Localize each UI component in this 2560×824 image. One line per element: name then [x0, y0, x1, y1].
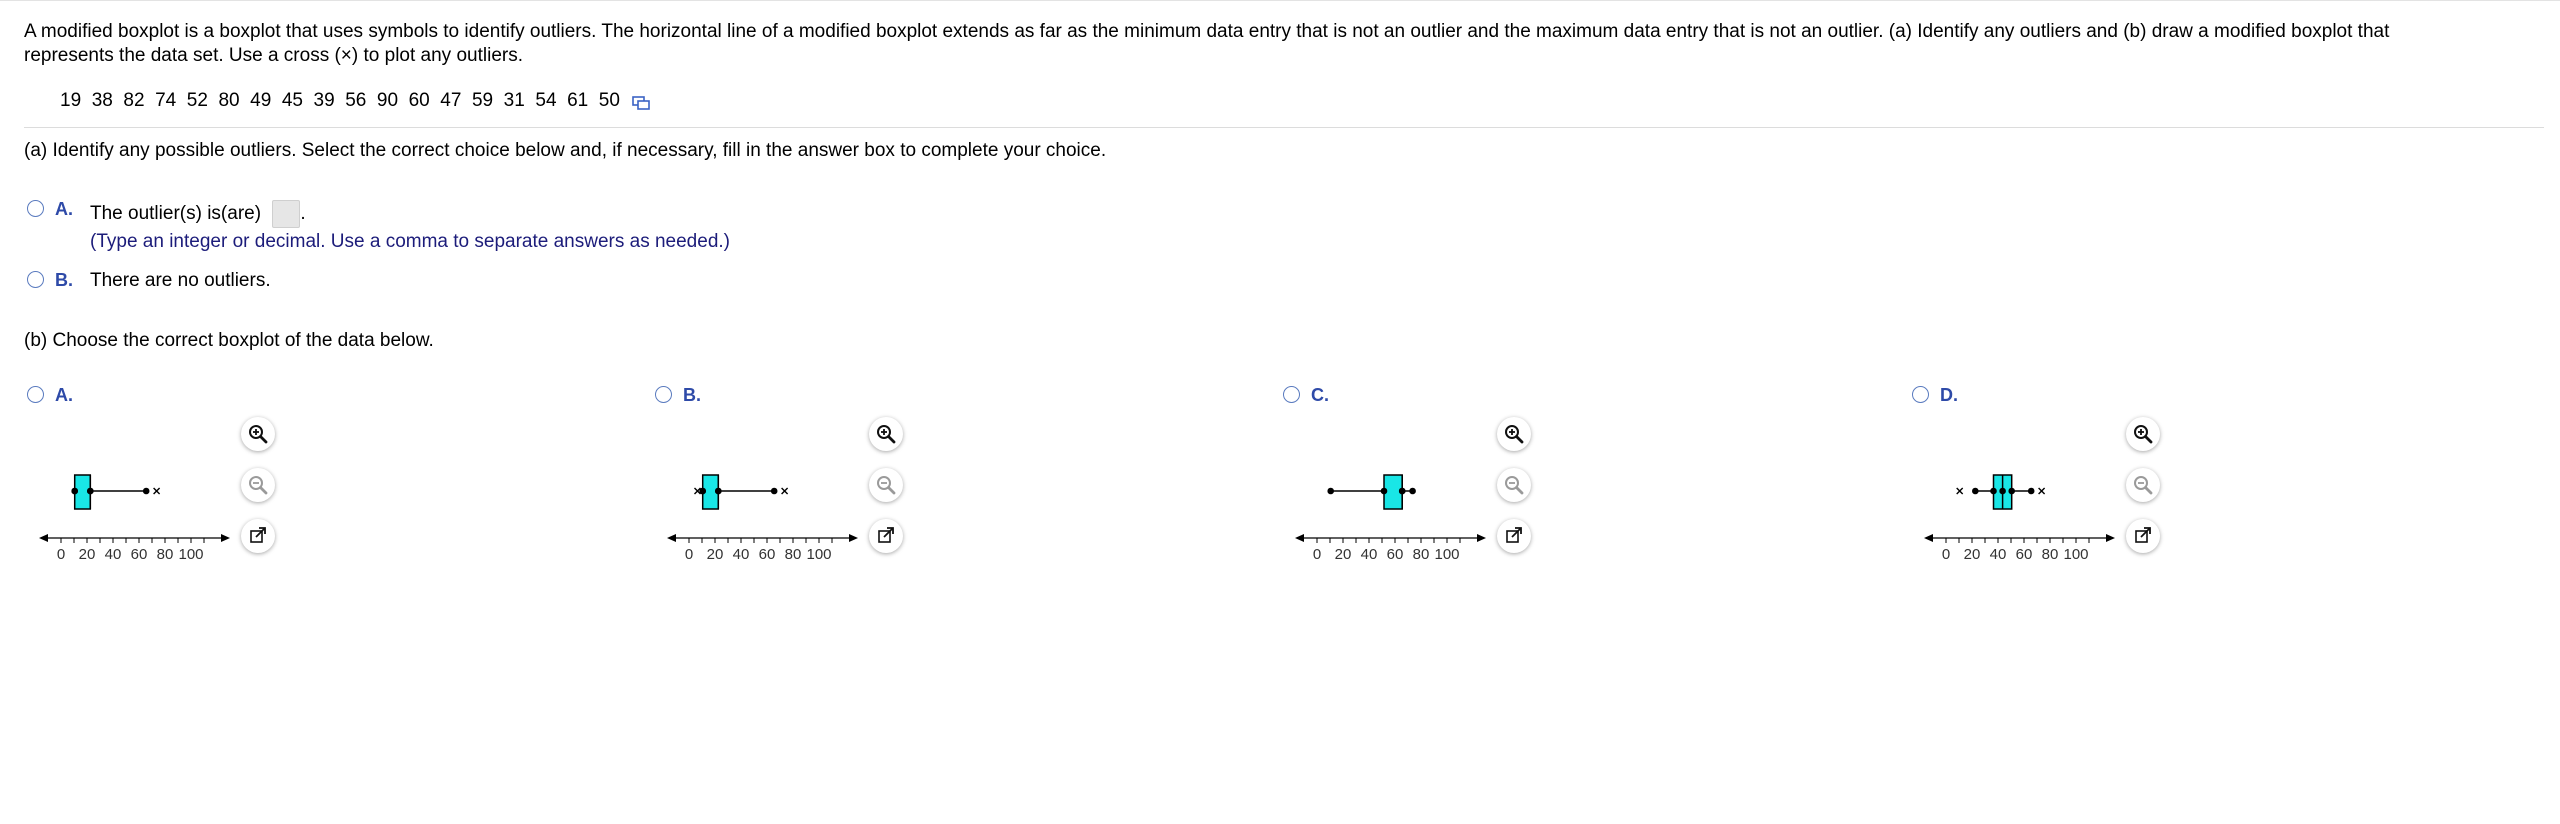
number-line-axis	[37, 530, 237, 564]
axis-left-arrow	[1924, 534, 1933, 542]
zoom-in-icon[interactable]	[2126, 417, 2160, 451]
choice-a-radio[interactable]	[27, 200, 44, 217]
boxplot-option-d-letter: D.	[1940, 385, 1958, 405]
median-point	[1999, 488, 2006, 495]
axis-left-arrow	[39, 534, 48, 542]
zoom-out-icon[interactable]	[1497, 468, 1531, 502]
zoom-in-icon[interactable]	[869, 417, 903, 451]
axis-tick-label: 60	[130, 546, 148, 563]
axis-tick-label: 80	[784, 546, 802, 563]
open-in-new-window-icon[interactable]	[1497, 519, 1531, 553]
axis-tick-label: 100	[1434, 546, 1460, 563]
outlier-cross	[1957, 488, 1963, 494]
divider	[24, 127, 2544, 128]
intro-line-2: represents the data set. Use a cross (×) to plot any outliers.	[24, 45, 523, 66]
axis-tick-label: 40	[732, 546, 750, 563]
axis-tick-label: 40	[104, 546, 122, 563]
number-line-axis	[665, 530, 865, 564]
axis-tick-label: 60	[1386, 546, 1404, 563]
axis-tick-label: 0	[1941, 546, 1951, 563]
data-values: 19 38 82 74 52 80 49 45 39 56 90 60 47 59 31 54 61 50	[60, 90, 620, 111]
boxplot-option-a-radio[interactable]	[27, 386, 44, 403]
whisker-high-point	[143, 488, 150, 495]
part-a-prompt: (a) Identify any possible outliers. Select the correct choice below and, if necessary, fill in the answer box to complete your choice.	[24, 140, 1107, 161]
choice-a-label: The outlier(s) is(are)	[90, 203, 262, 225]
choice-a-text	[90, 200, 306, 228]
outlier-cross	[782, 488, 788, 494]
open-in-new-window-icon[interactable]	[869, 519, 903, 553]
number-line-axis	[1293, 530, 1493, 564]
axis-tick-label: 40	[1360, 546, 1378, 563]
choice-b-letter: B.	[55, 270, 73, 290]
copy-icon[interactable]	[632, 94, 650, 108]
axis-tick-label: 20	[78, 546, 96, 563]
axis-tick-label: 80	[2041, 546, 2059, 563]
axis-right-arrow	[221, 534, 230, 542]
whisker-low-point	[1327, 488, 1334, 495]
q1-point	[71, 488, 78, 495]
whisker-high-point	[2028, 488, 2035, 495]
boxplot-b	[666, 417, 856, 517]
axis-tick-label: 0	[1312, 546, 1322, 563]
whisker-high-point	[1409, 488, 1416, 495]
zoom-in-icon[interactable]	[241, 417, 275, 451]
outlier-cross	[154, 488, 160, 494]
boxplot-a	[38, 417, 228, 517]
choice-b-radio[interactable]	[27, 271, 44, 288]
q1-point	[1381, 488, 1388, 495]
zoom-out-icon[interactable]	[2126, 468, 2160, 502]
q3-point	[715, 488, 722, 495]
axis-right-arrow	[1477, 534, 1486, 542]
axis-tick-label: 0	[684, 546, 694, 563]
boxplot-option-a-letter: A.	[55, 385, 73, 405]
boxplot-option-b-radio[interactable]	[655, 386, 672, 403]
axis-tick-label: 20	[1963, 546, 1981, 563]
q3-point	[2008, 488, 2015, 495]
zoom-out-icon[interactable]	[869, 468, 903, 502]
boxplot-option-c-letter: C.	[1311, 385, 1329, 405]
zoom-in-icon[interactable]	[1497, 417, 1531, 451]
open-in-new-window-icon[interactable]	[2126, 519, 2160, 553]
axis-tick-label: 100	[806, 546, 832, 563]
outlier-answer-input[interactable]	[272, 200, 300, 228]
axis-tick-label: 20	[706, 546, 724, 563]
boxplot-c	[1294, 417, 1484, 517]
axis-tick-label: 20	[1334, 546, 1352, 563]
axis-right-arrow	[849, 534, 858, 542]
choice-a-letter: A.	[55, 199, 73, 219]
q1-point	[1990, 488, 1997, 495]
choice-b-text: There are no outliers.	[90, 270, 271, 291]
axis-right-arrow	[2106, 534, 2115, 542]
axis-tick-label: 100	[178, 546, 204, 563]
question-intro	[24, 20, 2524, 68]
axis-tick-label: 100	[2063, 546, 2089, 563]
intro-line-1: A modified boxplot is a boxplot that uses symbols to identify outliers. The horizontal line of a modified boxplot extends as far as the minimum data entry that is not an outlier and the maximum data entry that is not an outlier. (a) Identify any outliers and (b) draw a modified boxplot that	[24, 21, 2390, 42]
boxplot-option-c-radio[interactable]	[1283, 386, 1300, 403]
whisker-low-point	[1972, 488, 1979, 495]
q3-point	[87, 488, 94, 495]
boxplot-option-d-radio[interactable]	[1912, 386, 1929, 403]
axis-tick-label: 80	[156, 546, 174, 563]
zoom-out-icon[interactable]	[241, 468, 275, 502]
q3-point	[1399, 488, 1406, 495]
top-border	[0, 0, 2560, 1]
choice-a-hint: (Type an integer or decimal. Use a comma to separate answers as needed.)	[90, 231, 730, 252]
axis-tick-label: 0	[56, 546, 66, 563]
outlier-cross	[2039, 488, 2045, 494]
whisker-high-point	[771, 488, 778, 495]
axis-tick-label: 60	[2015, 546, 2033, 563]
axis-left-arrow	[1295, 534, 1304, 542]
boxplot-option-b-letter: B.	[683, 385, 701, 405]
number-line-axis	[1922, 530, 2122, 564]
axis-tick-label: 40	[1989, 546, 2007, 563]
data-set	[60, 90, 650, 112]
part-b-prompt: (b) Choose the correct boxplot of the data below.	[24, 330, 434, 351]
axis-tick-label: 60	[758, 546, 776, 563]
axis-left-arrow	[667, 534, 676, 542]
choice-a-period: .	[300, 203, 306, 225]
boxplot-d	[1923, 417, 2113, 517]
open-in-new-window-icon[interactable]	[241, 519, 275, 553]
axis-tick-label: 80	[1412, 546, 1430, 563]
